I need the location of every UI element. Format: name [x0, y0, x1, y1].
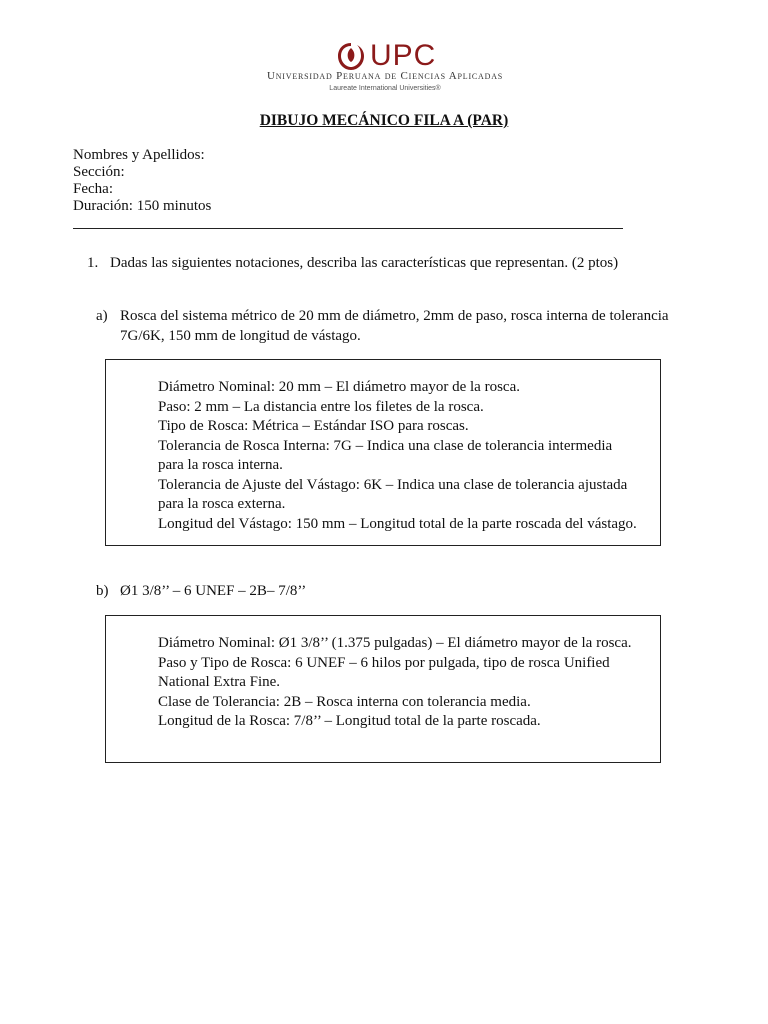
answer-a-line: Tipo de Rosca: Métrica – Estándar ISO para roscas.	[158, 418, 469, 434]
separator-line	[73, 228, 623, 229]
part-a-label: a)	[96, 308, 108, 324]
field-date: Fecha:	[73, 181, 113, 197]
logo-brand-text: UPC	[370, 39, 437, 72]
student-info-fields	[73, 147, 211, 215]
question-number: 1.	[87, 255, 99, 271]
answer-a-line: Diámetro Nominal: 20 mm – El diámetro mayor de la rosca.	[158, 379, 520, 395]
answer-a-line: para la rosca interna.	[158, 457, 283, 473]
question-1	[87, 255, 618, 272]
document-title: DIBUJO MECÁNICO FILA A (PAR)	[259, 112, 509, 129]
answer-a-line: Paso: 2 mm – La distancia entre los filetes de la rosca.	[158, 398, 484, 415]
logo-network-name: Laureate International Universities®	[329, 85, 441, 92]
question-text: Dadas las siguientes notaciones, describa las características que representan. (2 ptos)	[110, 255, 619, 271]
part-b-answer-box	[105, 615, 661, 763]
field-duration: Duración: 150 minutos	[73, 198, 212, 214]
answer-a-line: para la rosca externa.	[158, 496, 286, 512]
field-name: Nombres y Apellidos:	[73, 147, 205, 163]
answer-b-line: National Extra Fine.	[158, 674, 281, 690]
university-logo	[258, 40, 512, 96]
part-b-label: b)	[96, 583, 109, 599]
answer-a-line: Longitud del Vástago: 150 mm – Longitud total de la parte roscada del vástago.	[158, 515, 637, 532]
part-a-line-2: 7G/6K, 150 mm de longitud de vástago.	[120, 328, 361, 344]
field-section: Sección:	[73, 164, 125, 180]
upc-emblem-icon	[334, 40, 368, 74]
part-a-answer-box	[105, 359, 661, 546]
logo-university-name: Universidad Peruana de Ciencias Aplicadas	[266, 70, 504, 82]
part-a-prompt	[96, 306, 669, 346]
answer-b-line: Longitud de la Rosca: 7/8’’ – Longitud total de la parte roscada.	[158, 713, 541, 729]
answer-a-line: Tolerancia de Ajuste del Vástago: 6K – Indica una clase de tolerancia ajustada	[158, 476, 628, 493]
part-b-prompt	[96, 581, 306, 601]
answer-a-line: Tolerancia de Rosca Interna: 7G – Indica una clase de tolerancia intermedia	[158, 437, 613, 454]
answer-b-line: Diámetro Nominal: Ø1 3/8’’ (1.375 pulgadas) – El diámetro mayor de la rosca.	[158, 635, 632, 651]
answer-b-line: Paso y Tipo de Rosca: 6 UNEF – 6 hilos por pulgada, tipo de rosca Unified	[158, 654, 610, 671]
part-b-text: Ø1 3/8’’ – 6 UNEF – 2B– 7/8’’	[120, 583, 307, 599]
part-a-line-1: Rosca del sistema métrico de 20 mm de diámetro, 2mm de paso, rosca interna de tolerancia	[120, 308, 669, 324]
answer-b-line: Clase de Tolerancia: 2B – Rosca interna con tolerancia media.	[158, 693, 531, 710]
